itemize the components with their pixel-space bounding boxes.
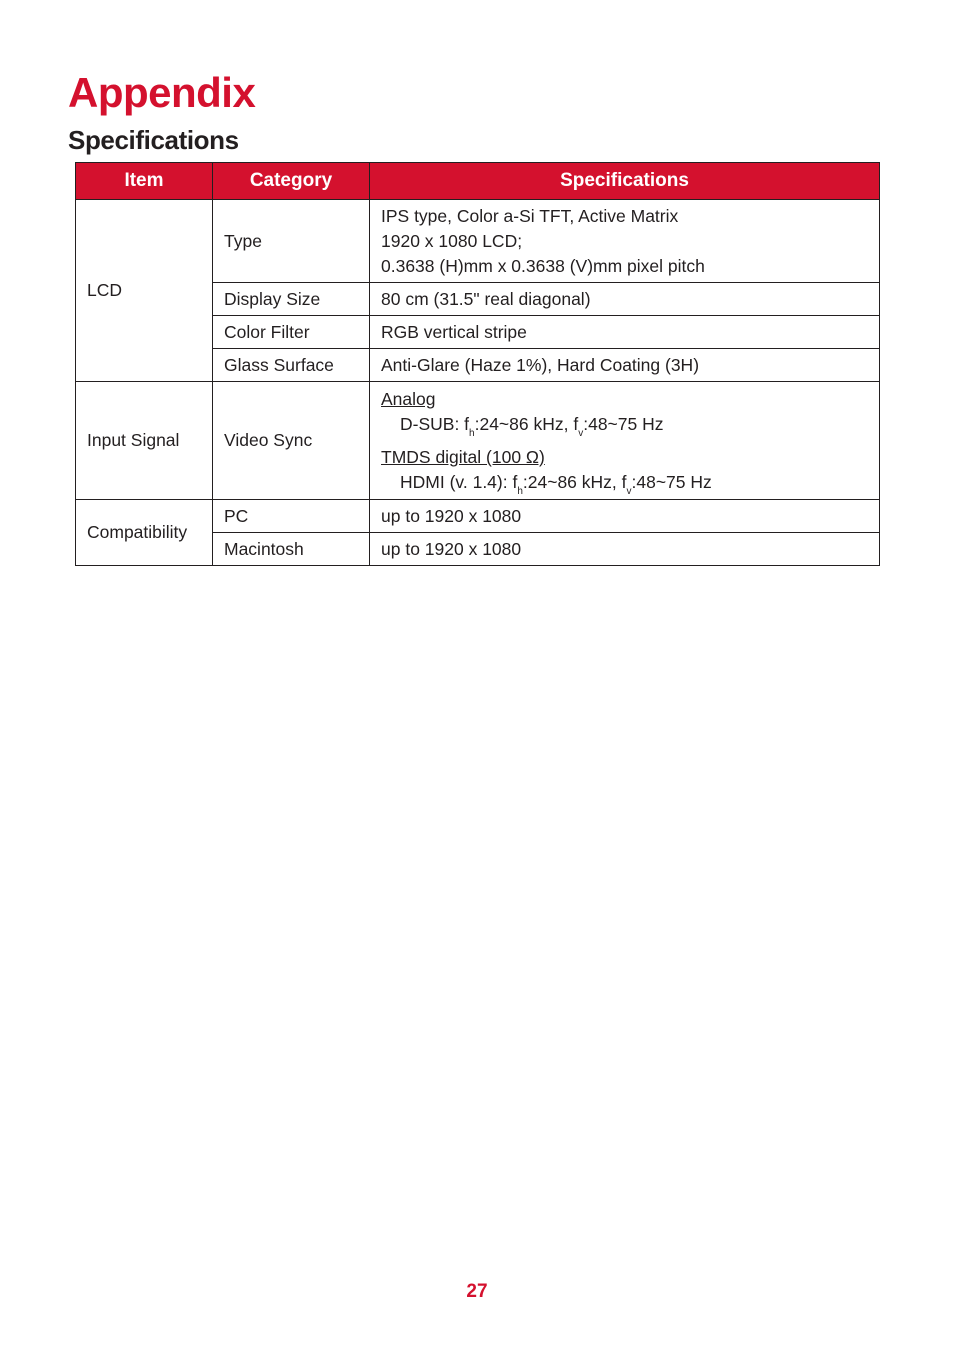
spec-macintosh: up to 1920 x 1080 bbox=[370, 533, 880, 566]
category-glass-surface: Glass Surface bbox=[213, 349, 370, 382]
category-type: Type bbox=[213, 200, 370, 283]
header-specifications: Specifications bbox=[370, 163, 880, 200]
spec-type bbox=[370, 200, 880, 283]
spec-type-line: IPS type, Color a-Si TFT, Active Matrix bbox=[381, 205, 679, 226]
spec-type-line: 0.3638 (H)mm x 0.3638 (V)mm pixel pitch bbox=[381, 255, 705, 276]
header-item: Item bbox=[76, 163, 213, 200]
item-lcd: LCD bbox=[76, 200, 213, 382]
page-title: Appendix bbox=[68, 69, 256, 116]
page-number: 27 bbox=[466, 1281, 488, 1302]
category-macintosh: Macintosh bbox=[213, 533, 370, 566]
digital-label: TMDS digital (100 Ω) bbox=[381, 447, 545, 467]
table-row bbox=[76, 500, 880, 533]
spec-type-line: 1920 x 1080 LCD; bbox=[381, 230, 523, 251]
item-input-signal: Input Signal bbox=[76, 382, 213, 500]
section-title: Specifications bbox=[68, 125, 239, 155]
category-display-size: Display Size bbox=[213, 283, 370, 316]
analog-spec: D-SUB: $f_h:24\sim 86$ kHz, $f_v:48\sim 75$ Hz bbox=[400, 414, 664, 439]
digital-spec: HDMI (v. 1.4): $f_h:24\sim 86$ kHz, $f_v:48\sim 75$ Hz bbox=[400, 472, 712, 497]
category-video-sync: Video Sync bbox=[213, 382, 370, 500]
table-header-row bbox=[76, 163, 880, 200]
category-pc: PC bbox=[213, 500, 370, 533]
table-row bbox=[76, 382, 880, 500]
analog-label: Analog bbox=[381, 389, 436, 409]
table-row bbox=[76, 200, 880, 283]
item-compatibility: Compatibility bbox=[76, 500, 213, 566]
spec-video-sync bbox=[370, 382, 880, 500]
spec-glass-surface: Anti-Glare (Haze 1%), Hard Coating (3H) bbox=[370, 349, 880, 382]
category-color-filter: Color Filter bbox=[213, 316, 370, 349]
header-category: Category bbox=[213, 163, 370, 200]
spec-color-filter: RGB vertical stripe bbox=[370, 316, 880, 349]
spec-display-size: 80 cm (31.5" real diagonal) bbox=[370, 283, 880, 316]
spec-pc: up to 1920 x 1080 bbox=[370, 500, 880, 533]
specifications-table bbox=[75, 162, 880, 566]
